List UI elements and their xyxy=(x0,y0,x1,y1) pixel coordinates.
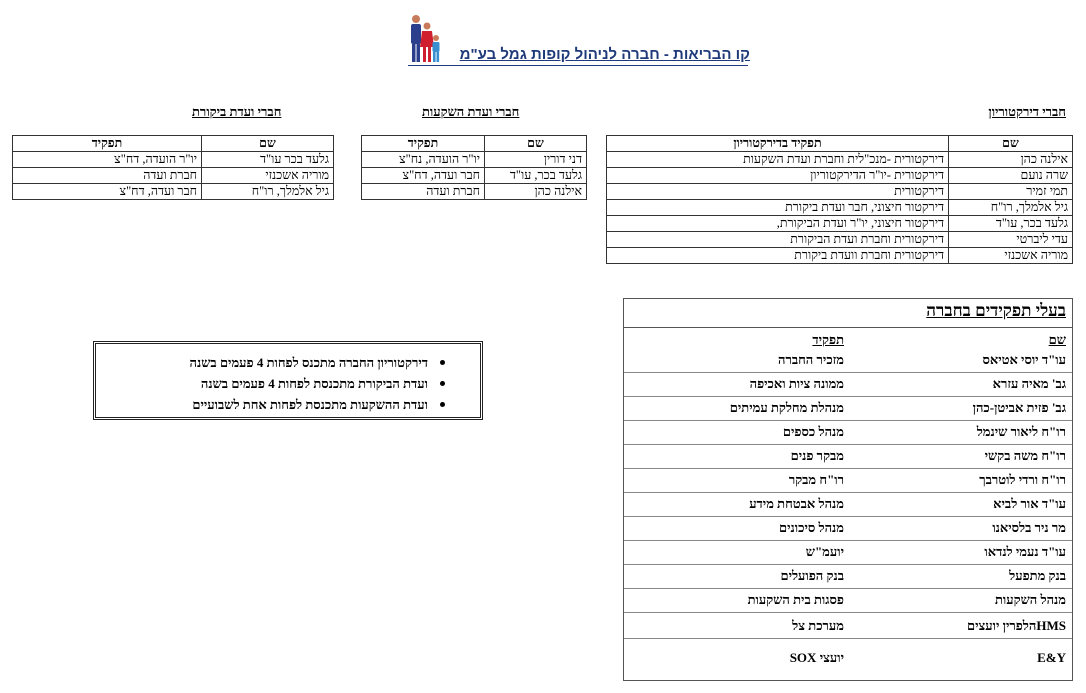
table-row xyxy=(607,248,1073,264)
list-item xyxy=(96,373,480,394)
member-name: דני דורין xyxy=(485,152,587,168)
member-name: גלעד בכר, עו"ד xyxy=(485,168,587,184)
director-name: גיל אלמלך, רו"ח xyxy=(949,200,1073,216)
role-holder-name: מנהל השקעות xyxy=(995,592,1066,607)
director-role: דירקטורית וחברת ועדת הביקורת xyxy=(607,232,949,248)
director-role: דירקטורית וחברת וועדת ביקורת xyxy=(607,248,949,264)
table-header-row xyxy=(13,136,334,152)
role-title: מזכיר החברה xyxy=(777,352,844,367)
table-row xyxy=(624,349,1072,373)
directors-table xyxy=(606,135,1073,264)
director-name: תמי זמיר xyxy=(949,184,1073,200)
role-holder-name: גב' פזית אביטן-כהן xyxy=(972,400,1066,415)
meetings-box xyxy=(93,341,483,420)
table-row xyxy=(624,647,1072,671)
table-row xyxy=(624,517,1072,541)
director-name: שרה נועם xyxy=(949,168,1073,184)
table-row xyxy=(607,200,1073,216)
bullet-icon xyxy=(440,360,445,365)
role-title: מנהל אבטחת מידע xyxy=(749,496,844,511)
member-role: חבר ועדה, דח"צ xyxy=(13,184,202,200)
meeting-text: ועדת הביקורת מתכנסת לפחות 4 פעמים בשנה xyxy=(200,376,428,391)
role-holder-name: E&Y xyxy=(1037,650,1066,665)
director-role: דירקטור חיצוני, יו"ר ועדת הביקורת, xyxy=(607,216,949,232)
list-item xyxy=(96,394,480,415)
bullet-icon xyxy=(440,402,445,407)
family-logo-icon xyxy=(408,14,442,64)
role-title: מנהלת מחלקת עמיתים xyxy=(729,400,844,415)
director-role: דירקטורית -יו"ר הדירקטוריון xyxy=(607,168,949,184)
table-row xyxy=(624,421,1072,445)
table-row xyxy=(362,152,587,168)
role-holder-name: גב' מאיה עזרא xyxy=(992,376,1066,391)
role-holder-name: מר ניר בלסיאנו xyxy=(992,520,1066,535)
table-row xyxy=(624,469,1072,493)
member-role: חבר ועדה, דח"צ xyxy=(362,168,485,184)
role-holder-name: HMSהלפרין יועצים xyxy=(966,618,1066,633)
table-row xyxy=(624,493,1072,517)
table-row xyxy=(607,232,1073,248)
role-holder-name: רו"ח ליאור שינמל xyxy=(976,424,1066,439)
header-underline xyxy=(408,65,748,66)
audit-committee-table xyxy=(12,135,334,200)
table-row xyxy=(13,184,334,200)
bullet-icon xyxy=(440,381,445,386)
member-role: חברת ועדה xyxy=(13,168,202,184)
audit-committee-title: חברי ועדת ביקורת xyxy=(192,104,282,119)
table-header-row xyxy=(607,136,1073,152)
column-header-role: תפקיד xyxy=(13,136,202,152)
role-title: מבקר פנים xyxy=(790,448,844,463)
table-row xyxy=(607,216,1073,232)
list-item xyxy=(96,352,480,373)
table-row xyxy=(362,184,587,200)
column-header-name: שם xyxy=(949,136,1073,152)
table-row xyxy=(624,615,1072,639)
table-row xyxy=(624,541,1072,565)
member-name: מוריה אשכנזי xyxy=(202,168,334,184)
role-title: מערכת צל xyxy=(792,618,844,633)
page-title: קו הבריאות - חברה לניהול קופות גמל בע"מ xyxy=(459,46,750,63)
role-title: יועצי SOX xyxy=(789,650,844,665)
table-row xyxy=(624,445,1072,469)
roles-title: בעלי תפקידים בחברה xyxy=(926,301,1066,320)
role-holder-name: רו"ח משה בקשי xyxy=(984,448,1066,463)
role-holder-name: רו"ח ורדי לוטרבך xyxy=(979,472,1066,487)
roles-role-header: תפקיד xyxy=(812,332,844,347)
role-holder-name: עו"ד אור לביא xyxy=(993,496,1066,511)
role-title: מנהל כספים xyxy=(782,424,844,439)
divider xyxy=(624,638,1072,639)
role-title: ממונה ציות ואכיפה xyxy=(749,376,844,391)
member-name: אילנה כהן xyxy=(485,184,587,200)
member-role: יו"ר הועדה, דח"צ xyxy=(13,152,202,168)
table-header-row xyxy=(362,136,587,152)
meetings-list xyxy=(96,344,480,415)
divider xyxy=(624,327,1072,328)
member-name: גיל אלמלך, רו"ח xyxy=(202,184,334,200)
director-role: דירקטור חיצוני, חבר ועדת ביקורת xyxy=(607,200,949,216)
member-role: יו"ר הועדה, נח"צ xyxy=(362,152,485,168)
role-holder-name: עו"ד נעמי לנדאו xyxy=(984,544,1066,559)
meeting-text: ועדת ההשקעות מתכנסת לפחות אחת לשבועיים xyxy=(192,397,428,412)
role-title: מנהל סיכונים xyxy=(779,520,844,535)
director-name: מוריה אשכנזי xyxy=(949,248,1073,264)
table-row xyxy=(13,152,334,168)
table-row xyxy=(362,168,587,184)
table-row xyxy=(624,373,1072,397)
column-header-role: תפקיד בדירקטוריון xyxy=(607,136,949,152)
divider xyxy=(624,612,1072,613)
member-name: גלעד בכר עו"ד xyxy=(202,152,334,168)
role-holder-name: עו"ד יוסי אטיאס xyxy=(982,352,1066,367)
role-title: פסגות בית השקעות xyxy=(747,592,844,607)
investment-committee-title: חברי ועדת השקעות xyxy=(422,104,520,119)
table-row xyxy=(624,565,1072,589)
role-title: בנק הפועלים xyxy=(780,568,844,583)
table-row xyxy=(13,168,334,184)
table-row xyxy=(607,152,1073,168)
role-title: רו"ח מבקר xyxy=(788,472,844,487)
director-name: אילנה כהן xyxy=(949,152,1073,168)
roles-name-header: שם xyxy=(1048,332,1066,347)
column-header-name: שם xyxy=(485,136,587,152)
director-role: דירקטורית -מנכ"לית וחברת ועדת השקעות xyxy=(607,152,949,168)
role-holder-name: בנק מתפעל xyxy=(1009,568,1066,583)
table-row xyxy=(607,168,1073,184)
investment-committee-table xyxy=(361,135,587,200)
table-row xyxy=(607,184,1073,200)
director-name: גלעד בכר, עו"ד xyxy=(949,216,1073,232)
directors-title: חברי דירקטוריון xyxy=(988,104,1066,119)
member-role: חברת ועדה xyxy=(362,184,485,200)
director-name: עדי ליברטי xyxy=(949,232,1073,248)
roles-box xyxy=(623,298,1073,681)
director-role: דירקטורית xyxy=(607,184,949,200)
column-header-name: שם xyxy=(202,136,334,152)
role-title: יועמ"ש xyxy=(805,544,844,559)
table-row xyxy=(624,589,1072,613)
column-header-role: תפקיד xyxy=(362,136,485,152)
meeting-text: דירקטוריון החברה מתכנס לפחות 4 פעמים בשנה xyxy=(189,355,428,370)
table-row xyxy=(624,397,1072,421)
